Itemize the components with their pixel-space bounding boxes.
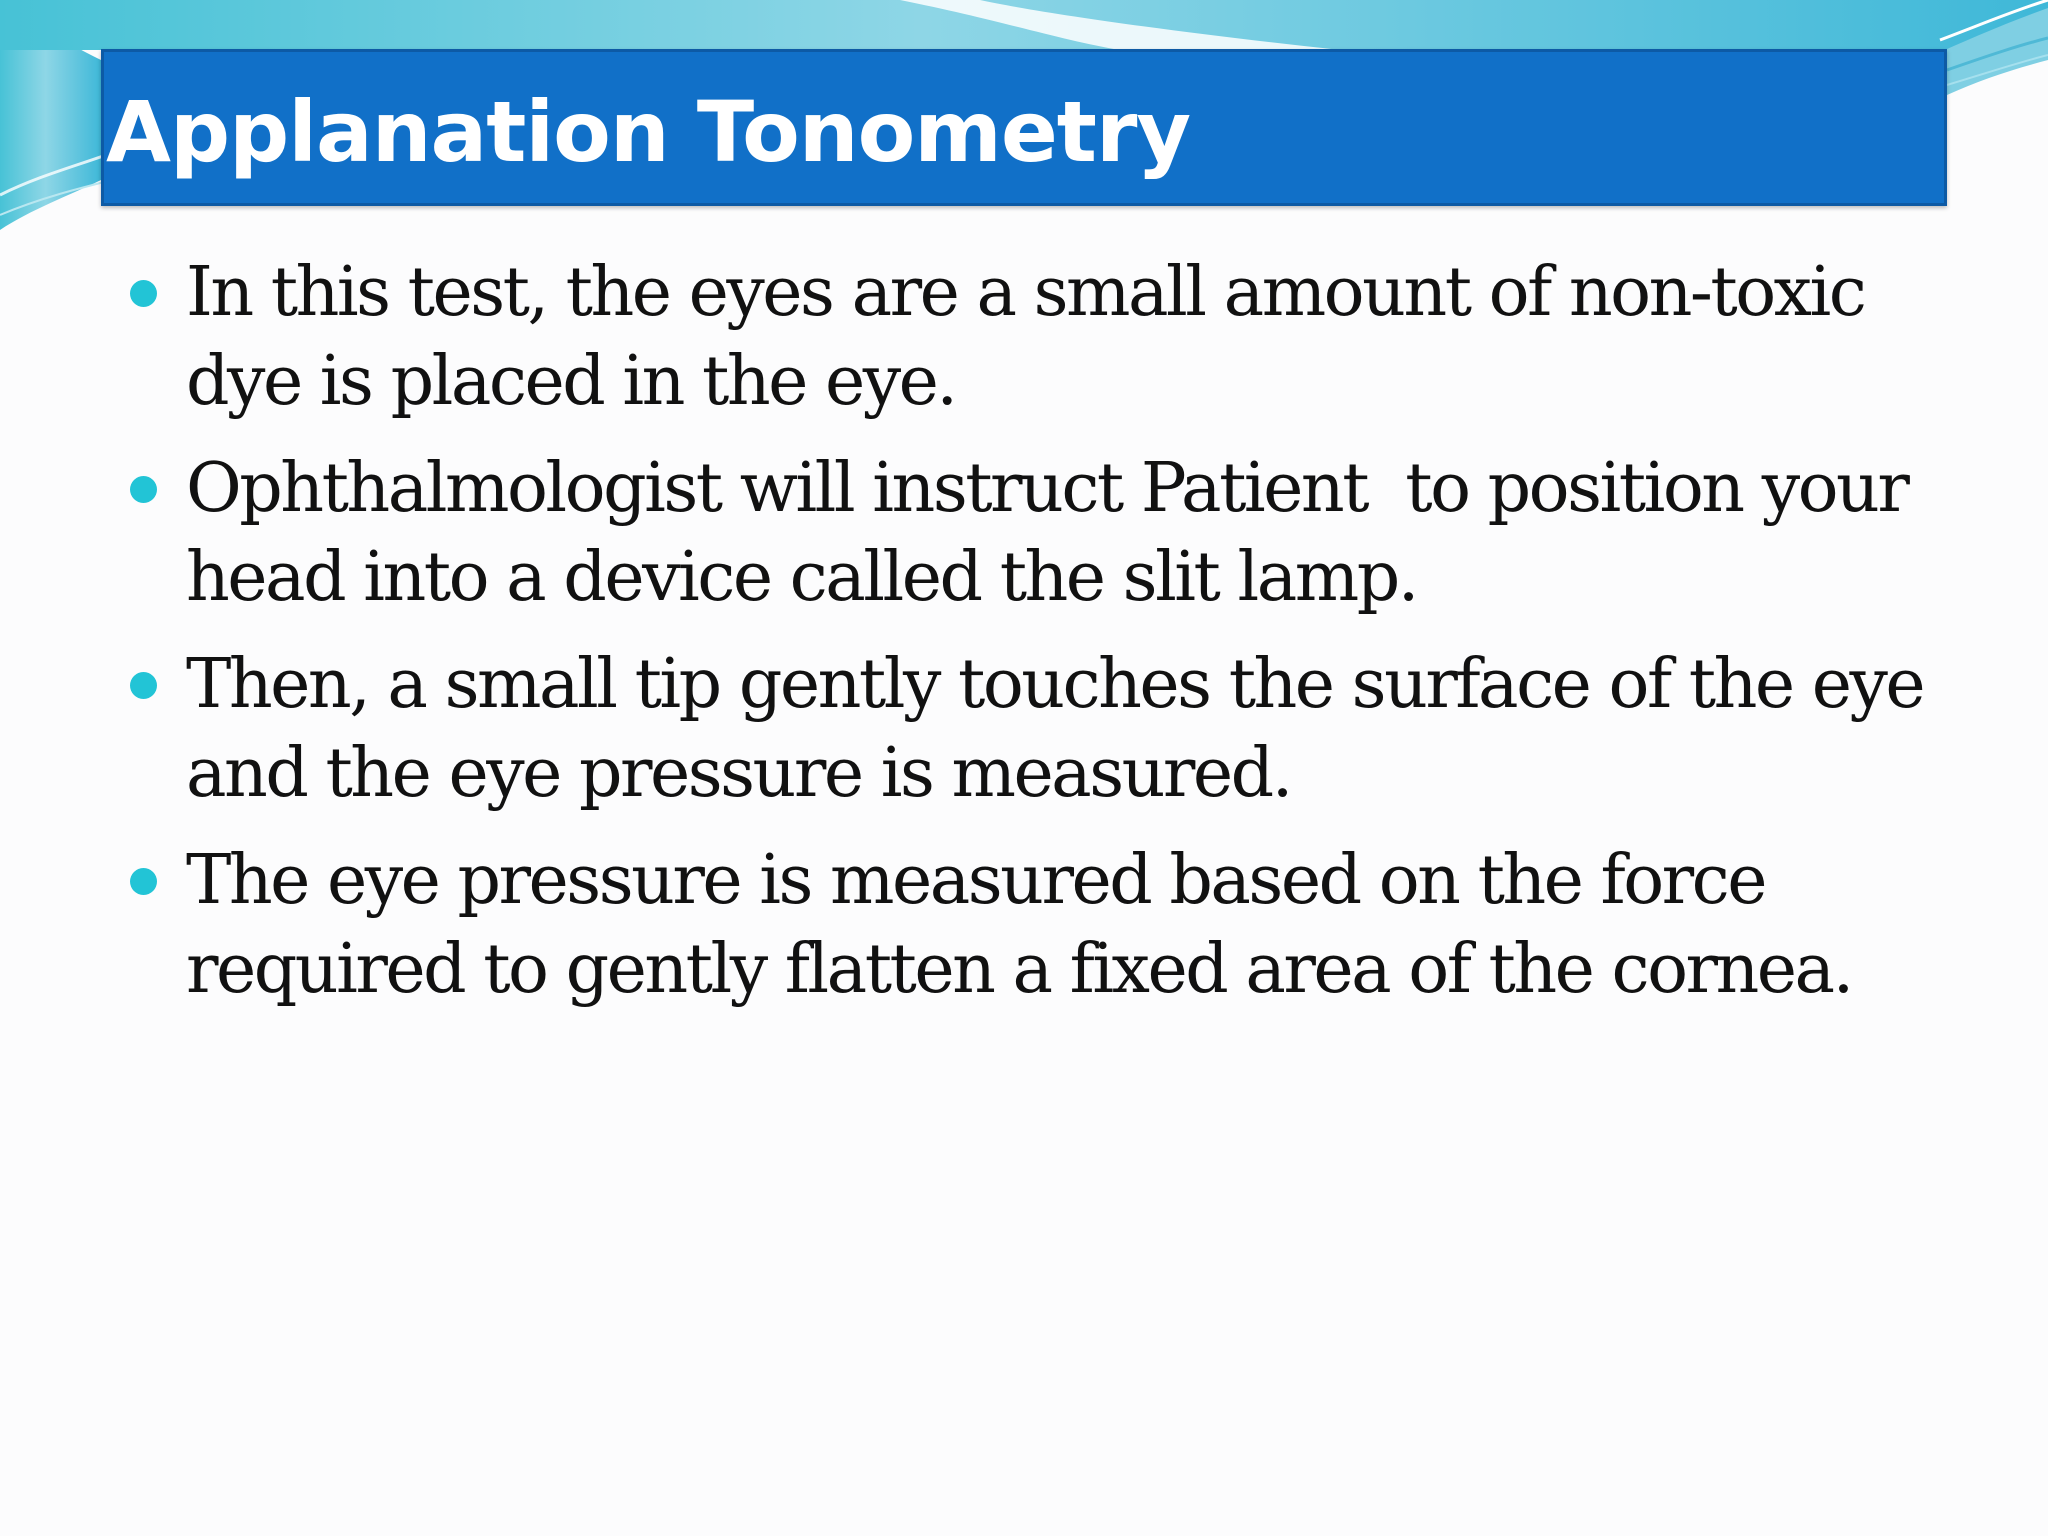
- slide-title: Applanation Tonometry: [106, 83, 1191, 181]
- bullet-text: Then, a small tip gently touches the surface of the eye and the eye pressure is measured.: [186, 645, 1924, 813]
- bullet-dot-icon: [130, 868, 157, 895]
- bullet-item: [130, 444, 1930, 622]
- bullet-item: [130, 248, 1930, 426]
- bullet-text: The eye pressure is measured based on the force required to gently flatten a fixed area of the cornea.: [186, 841, 1852, 1009]
- bullet-list: [130, 248, 1930, 1032]
- bullet-text: Ophthalmologist will instruct Patient to position your head into a device called the slit lamp.: [186, 449, 1927, 617]
- title-bar: [101, 49, 1947, 206]
- bullet-item: [130, 836, 1930, 1014]
- bullet-dot-icon: [130, 672, 157, 699]
- bullet-dot-icon: [130, 476, 157, 503]
- bullet-text: In this test, the eyes are a small amount of non-toxic dye is placed in the eye.: [186, 253, 1865, 421]
- bullet-dot-icon: [130, 280, 157, 307]
- bullet-item: [130, 640, 1930, 818]
